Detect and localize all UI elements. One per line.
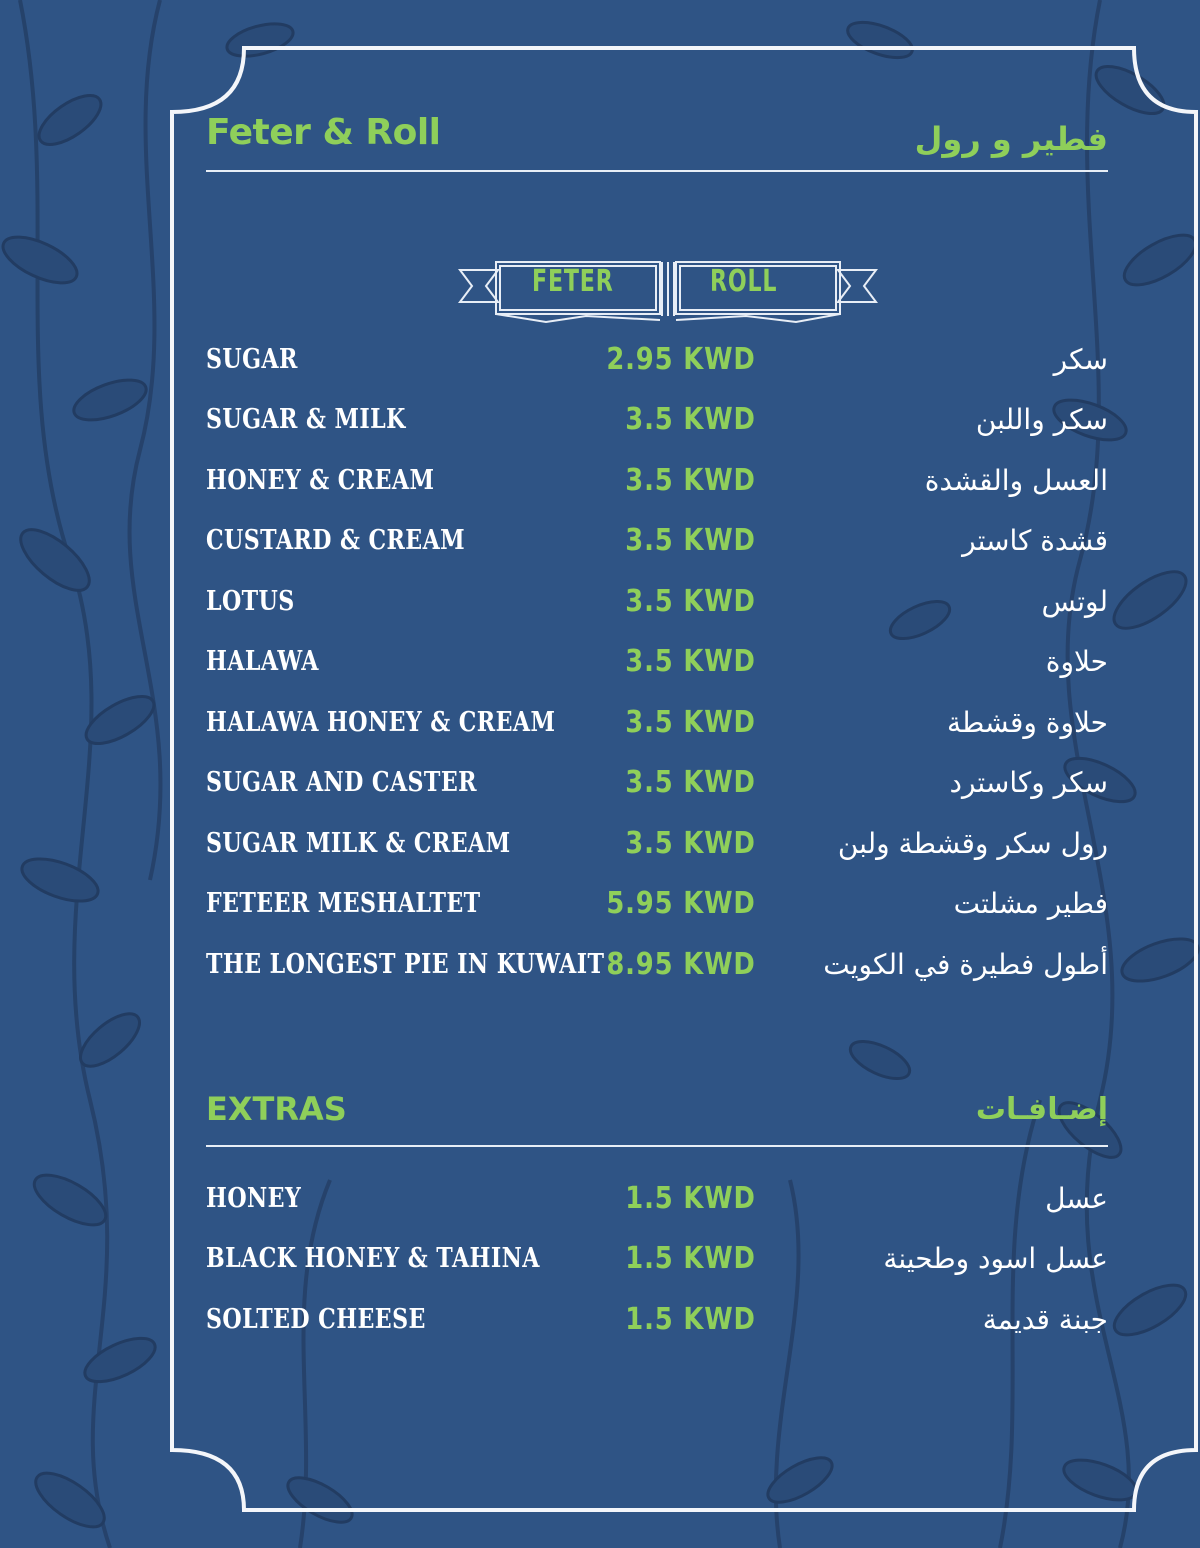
item-price: 3.5 KWD [625,402,756,437]
item-price: 1.5 KWD [625,1241,756,1276]
menu-item [0,761,1200,805]
menu-item [0,882,1200,926]
item-name: SOLTED CHEESE [206,1304,426,1335]
item-price: 2.95 KWD [606,342,756,377]
item-name-arabic: سكر واللبن [975,403,1108,436]
item-price: 3.5 KWD [625,765,756,800]
extra-item [0,1237,1200,1281]
item-name: HONEY & CREAM [206,465,435,496]
item-price: 1.5 KWD [625,1181,756,1216]
menu-item [0,822,1200,866]
item-name: SUGAR [206,344,298,375]
menu-item [0,338,1200,382]
item-name: HALAWA HONEY & CREAM [206,707,556,738]
item-price: 3.5 KWD [625,705,756,740]
item-name-arabic: عسل [1045,1182,1108,1215]
extra-item [0,1177,1200,1221]
item-name-arabic: العسل والقشدة [924,464,1108,497]
page-title-arabic: فطير و رول [914,120,1108,158]
extras-divider [206,1145,1108,1147]
item-price: 5.95 KWD [606,886,756,921]
ribbon-label-roll: ROLL [710,264,778,299]
item-name-arabic: رول سكر وقشطة ولبن [837,827,1108,860]
item-price: 1.5 KWD [625,1302,756,1337]
ribbon-banner-icon [456,256,880,328]
header-divider [206,170,1108,172]
ribbon-label-feter: FETER [532,264,614,299]
item-name: HALAWA [206,646,319,677]
item-name-arabic: لوتس [1041,585,1108,618]
item-name-arabic: جبنة قديمة [982,1303,1108,1336]
item-name: CUSTARD & CREAM [206,525,466,556]
menu-item [0,519,1200,563]
item-price: 3.5 KWD [625,826,756,861]
menu-item [0,459,1200,503]
item-price: 3.5 KWD [625,584,756,619]
item-name-arabic: سكر [1053,343,1108,376]
item-price: 3.5 KWD [625,523,756,558]
item-name: SUGAR & MILK [206,404,406,435]
extra-item [0,1298,1200,1342]
item-name-arabic: حلاوة وقشطة [947,706,1108,739]
item-name: FETEER MESHALTET [206,888,481,919]
item-name-arabic: أطول فطيرة في الكويت [823,948,1108,981]
menu-item [0,640,1200,684]
extras-title-arabic: إضـافـات [975,1092,1108,1127]
menu-item [0,398,1200,442]
item-name: LOTUS [206,586,295,617]
item-name: SUGAR MILK & CREAM [206,828,511,859]
item-price: 3.5 KWD [625,463,756,498]
extras-title: EXTRAS [206,1090,347,1128]
item-name: THE LONGEST PIE IN KUWAIT [206,949,605,980]
item-name-arabic: عسل اسود وطحينة [883,1242,1108,1275]
item-price: 8.95 KWD [606,947,756,982]
item-name-arabic: قشدة كاستر [962,524,1108,557]
item-name-arabic: حلاوة [1045,645,1108,678]
item-name-arabic: سكر وكاسترد [949,766,1108,799]
menu-item [0,580,1200,624]
menu-item [0,701,1200,745]
item-name-arabic: فطير مشلتت [953,887,1108,920]
item-name: HONEY [206,1183,302,1214]
item-name: SUGAR AND CASTER [206,767,477,798]
page-title: Feter & Roll [206,112,441,153]
item-name: BLACK HONEY & TAHINA [206,1243,540,1274]
menu-item [0,943,1200,987]
item-price: 3.5 KWD [625,644,756,679]
